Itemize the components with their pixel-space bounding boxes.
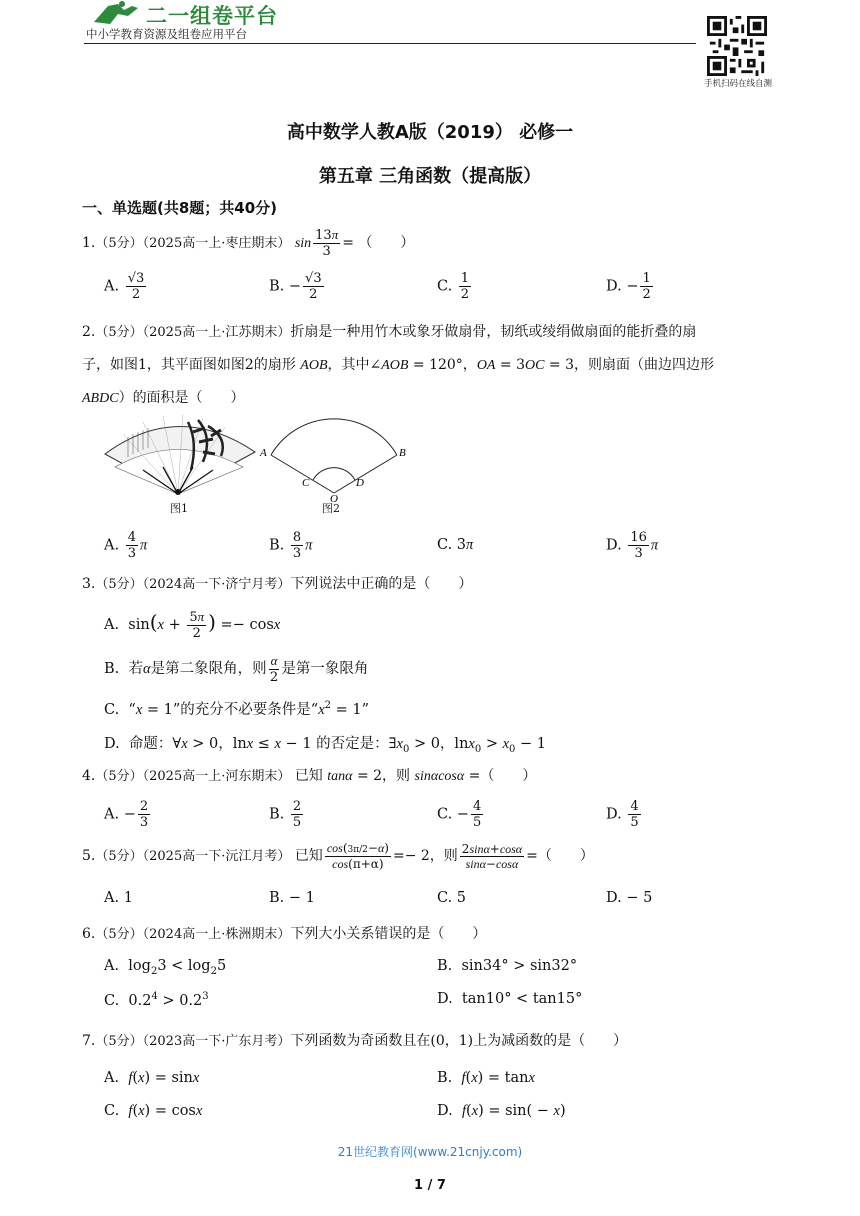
q2-option-a[interactable]: A. $\frac{4}{3}$ π [104,530,148,561]
footer-site-link[interactable]: 21世纪教育网(www.21cnjy.com) [337,1145,523,1159]
question-3 [82,573,472,593]
q6-option-b[interactable]: B. sin34° > sin32° [437,958,578,974]
question-stem-line2: 子，如图1，其平面图如图2的扇形 [82,357,296,373]
question-6 [82,923,486,943]
q3-option-a[interactable]: A. sin(x + $\frac{5\pi}{2}$ ) =− cosx [104,609,281,641]
question-7 [82,1030,627,1050]
q2-option-c[interactable]: C. 3π [437,537,474,553]
section-heading: 一、单选题(共8题；共40分) [82,199,278,217]
q6-option-c[interactable]: C. $0.2^4 > 0.2^3$ [104,991,209,1009]
question-stem: 已知 $\frac{\cos(3\pi/2-\alpha)}{\cos(\pi+\alpha)}$ =− 2，则 $\frac{2\sin\alpha+\cos\alpha}{\sin\alpha-\cos\alpha}$ =（ ） [294,841,594,871]
question-meta: （5分）（2025高一下·沅江月考） [95,849,291,864]
question-stem-line3: 的面积是（ ） [132,390,245,406]
question-stem: 下列说法中正确的是（ ） [290,576,473,592]
question-stem: sin $\frac{13\pi}{3}$ = （ ） [294,227,415,259]
chapter-title: 第五章 三角函数（提高版） [318,166,542,187]
question-1 [82,228,414,258]
question-meta: （5分）（2023高一下·广东月考） [95,1034,291,1049]
qr-code-icon[interactable] [707,16,767,76]
question-5 [82,842,594,870]
q6-option-a[interactable]: A. $\log_23 < \log_25$ [104,958,227,977]
question-meta: （5分）（2025高一上·河东期末） [95,769,291,784]
q5-option-b[interactable]: B. − 1 [269,890,315,906]
figure-2-caption: 图2 [322,502,340,515]
question-stem: 已知 tanα = 2，则 sinαcosα =（ ） [294,768,537,784]
q3-option-c[interactable]: C. “x = 1”的充分不必要条件是“$x^2 = 1$” [104,700,370,718]
question-number: 3. [82,576,96,592]
q6-option-d[interactable]: D. tan10° < tan15° [437,991,583,1007]
question-number: 7. [82,1033,96,1049]
document-title: 高中数学人教A版（2019） 必修一 [286,122,574,143]
question-stem: 下列函数为奇函数且在(0，1)上为减函数的是（ ） [290,1033,628,1049]
page-number: 1 / 7 [414,1178,446,1193]
label-o: O [330,493,338,503]
question-meta: （5分）（2025高一上·江苏期末） [95,325,291,340]
question-stem-line1: 折扇是一种用竹木或象牙做扇骨，韧纸或绫绢做扇面的能折叠的扇 [290,324,697,340]
qr-caption: 手机扫码在线自测 [703,79,772,89]
runner-logo-icon [88,0,144,26]
q1-option-a[interactable]: A. $\frac{√3}{2}$ [104,271,145,302]
label-b: B [399,447,406,459]
question-meta: （5分）（2024高一下·济宁月考） [95,577,291,592]
header-rule [84,43,696,44]
logo-text: 二一组卷平台 [146,4,278,28]
q5-option-d[interactable]: D. − 5 [606,890,653,906]
question-number: 5. [82,848,96,864]
q4-option-a[interactable]: A. − $\frac{2}{3}$ [104,799,149,830]
label-a: A [260,447,267,459]
q1-option-b[interactable]: B. − $\frac{√3}{2}$ [269,271,322,302]
q1-option-d[interactable]: D. − $\frac{1}{2}$ [606,271,651,302]
q7-option-d[interactable]: D. f(x) = sin( − x) [437,1103,566,1119]
folding-fan-figure [103,412,258,502]
figure-1-caption: 图1 [170,502,188,515]
question-meta: （5分）（2024高一上·株洲期末） [95,927,291,942]
question-number: 4. [82,768,96,784]
question-number: 1. [82,235,96,251]
question-stem: 下列大小关系错误的是（ ） [290,926,487,942]
question-number: 2. [82,324,96,340]
sector-diagram [258,408,413,503]
q4-option-d[interactable]: D. $\frac{4}{5}$ [606,799,639,830]
question-meta: （5分）（2025高一上·枣庄期末） [95,236,291,251]
q2-option-b[interactable]: B. $\frac{8}{3}$ π [269,530,313,561]
label-c: C [302,477,310,489]
q4-option-b[interactable]: B. $\frac{2}{5}$ [269,799,302,830]
platform-subtitle: 中小学教育资源及组卷应用平台 [86,27,247,41]
question-2: 2.（5分）（2025高一上·江苏期末）折扇是一种用竹木或象牙做扇骨，韧纸或绫绢做扇面的能折叠的扇 子，如图1，其平面图如图2的扇形 AOB，其中∠AOB = 120°，OA = 3OC = 3，则扇面（曲边四边形 ABDC）的面积是（ ） [82,324,715,406]
q4-option-c[interactable]: C. − $\frac{4}{5}$ [437,799,482,830]
q1-option-c[interactable]: C. $\frac{1}{2}$ [437,271,470,302]
header [0,0,860,95]
q7-option-b[interactable]: B. f(x) = tanx [437,1070,535,1086]
question-number: 6. [82,926,96,942]
q5-option-a[interactable]: A. 1 [104,890,133,906]
q3-option-b[interactable]: B. 若α是第二象限角，则 $\frac{\alpha}{2}$ 是第一象限角 [104,653,369,685]
q2-option-d[interactable]: D. $\frac{16}{3}$ π [606,530,659,561]
q5-option-c[interactable]: C. 5 [437,890,467,906]
question-4 [82,765,536,785]
label-d: D [356,477,364,489]
q3-option-d[interactable]: D. 命题：∀x > 0，lnx ≤ x − 1 的否定是：$\exists x_0 > 0$，$\ln x_0 > x_0 - 1$ [104,736,547,755]
q7-option-c[interactable]: C. f(x) = cosx [104,1103,203,1119]
q7-option-a[interactable]: A. f(x) = sinx [104,1070,200,1086]
